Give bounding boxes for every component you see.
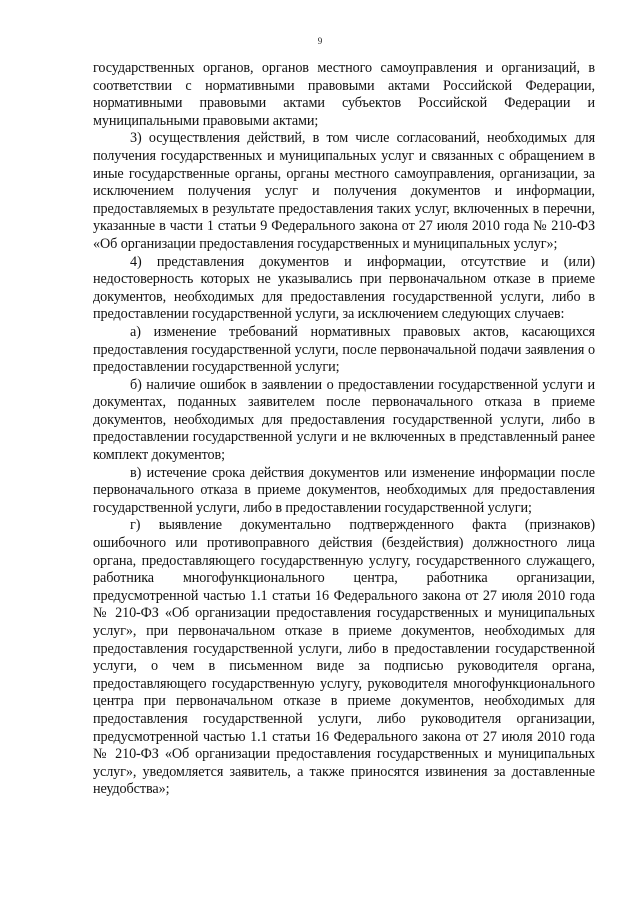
paragraph-subitem-a: а) изменение требований нормативных правовых актов, касающихся предоставления государственной услуги, после первоначальной подачи заявления о предоставлении государственной услуги; bbox=[93, 323, 595, 376]
paragraph-subitem-v: в) истечение срока действия документов или изменение информации после первоначального отказа в приеме документов, необходимых для предоставления государственной услуги, либо в предоставлении государственной услуги; bbox=[93, 464, 595, 516]
document-body bbox=[93, 60, 595, 799]
paragraph-item-3: 3) осуществления действий, в том числе согласований, необходимых для получения государственных и муниципальных услуг и связанных с обращением в иные государственные органы, органы местного самоуправления, организации, за исключением получения услуг и получения документов и информации, предоставляемых в результате предоставления таких услуг, включенных в перечни, указанные в части 1 статьи 9 Федерального закона от 27 июля 2010 года № 210-ФЗ «Об организации предоставления государственных и муниципальных услуг»; bbox=[93, 130, 595, 252]
paragraph-subitem-g: г) выявление документально подтвержденного факта (признаков) ошибочного или противоправного действия (бездействия) должностного лица органа, предоставляющего государственную услугу, государственного служащего, работника многофункционального центра, работника организации, предусмотренной частью 1.1 статьи 16 Федерального закона от 27 июля 2010 года № 210-ФЗ «Об организации предоставления государственных и муниципальных услуг», при первоначальном отказе в приеме документов, необходимых для предоставления государственной услуги, либо в предоставлении государственной услуги, о чем в письменном виде за подписью руководителя органа, предоставляющего государственную услугу, руководителя многофункционального центра при первоначальном отказе в приеме документов, необходимых для предоставления государственной услуги, либо руководителя организации, предусмотренной частью 1.1 статьи 16 Федерального закона от 27 июля 2010 года № 210-ФЗ «Об организации предоставления государственных и муниципальных услуг», уведомляется заявитель, а также приносятся извинения за доставленные неудобства»; bbox=[93, 517, 595, 798]
paragraph-item-4: 4) представления документов и информации, отсутствие и (или) недостоверность которых не указывались при первоначальном отказе в приеме документов, необходимых для предоставления государственной услуги, либо в предоставлении государственной услуги, за исключением следующих случаев: bbox=[93, 253, 595, 323]
paragraph-continuation: государственных органов, органов местного самоуправления и организаций, в соответствии с нормативными правовыми актами Российской Федерации, нормативными правовыми актами субъектов Российской Федерации и муниципальными правовыми актами; bbox=[93, 60, 595, 129]
paragraph-subitem-b: б) наличие ошибок в заявлении о предоставлении государственной услуги и документах, поданных заявителем после первоначального отказа в приеме документов, необходимых для предоставления государственной услуги, либо в предоставлении государственной услуги и не включенных в представленный ранее комплект документов; bbox=[93, 376, 595, 464]
page-number: 9 bbox=[317, 36, 323, 46]
